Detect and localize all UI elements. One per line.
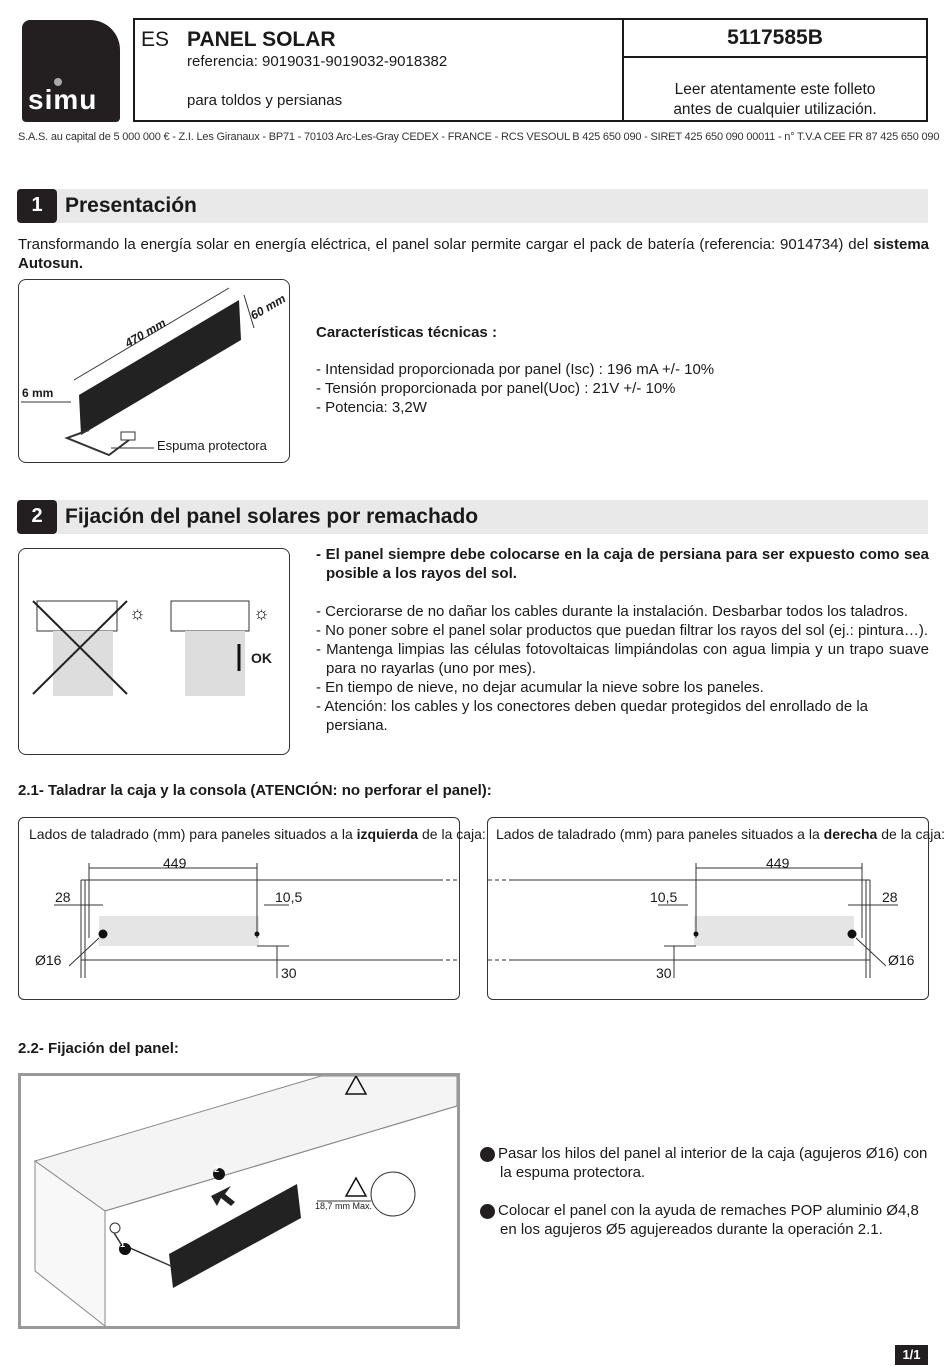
step-number-icon: 1 (480, 1147, 495, 1162)
guideline: - Mantenga limpias las células fotovoltaicas limpiándolas con agua limpia y un trapo suave para no rayarlas (uno por mes). (316, 641, 929, 677)
section-title: Presentación (65, 194, 197, 217)
svg-text:☼: ☼ (129, 603, 146, 623)
drill-diagram-left: Lados de taladrado (mm) para paneles situados a la izquierda de la caja: 449 28 10,5 Ø16 30 (18, 817, 460, 1000)
section-title: Fijación del panel solares por remachado (65, 505, 479, 528)
solar-panel-illustration (19, 280, 289, 462)
spec-item: - Intensidad proporcionada por panel (Isc) : 196 mA +/- 10% (316, 361, 715, 378)
technical-specs: Características técnicas : - Intensidad proporcionada por panel (Isc) : 196 mA +/- 10% - Tensión proporcionada por panel(Uoc) : 21V +/- 10% - Potencia: 3,2W (316, 324, 715, 416)
intro-text: Transformando la energía solar en energía eléctrica, el panel solar permite cargar el pack de batería (referencia: 9014734) del sistema Autosun. (18, 236, 929, 272)
section-2-header: 2 Fijación del panel solares por remachado (17, 500, 928, 534)
page-number: 1/1 (895, 1345, 928, 1365)
language-code: ES (141, 28, 170, 51)
step-2: 2 Colocar el panel con la ayuda de remaches POP aluminio Ø4,8 en los agujeros Ø5 agujereados durante la operación 2.1. (474, 1202, 919, 1238)
mounting-orientation-figure (18, 548, 290, 755)
doc-code: 5117585B (727, 26, 823, 49)
fixing-steps (474, 1144, 930, 1239)
guideline: - Cerciorarse de no dañar los cables durante la instalación. Desbarbar todos los taladros. (316, 603, 908, 620)
drill-diagram-right: Lados de taladrado (mm) para paneles situados a la derecha de la caja: 449 28 10,5 Ø16 30 (487, 817, 929, 1000)
guideline: - En tiempo de nieve, no dejar acumular la nieve sobre los paneles. (316, 679, 764, 696)
header-box (133, 18, 928, 122)
panel-dimensions-figure: 470 mm 60 mm 6 mm Espuma protectora (18, 279, 290, 463)
installation-guidelines: - El panel siempre debe colocarse en la caja de persiana para ser expuesto como sea posible a los rayos del sol. - Cerciorarse de no dañar los cables durante la instalación. Desbarbar todos los taladros. - No poner sobre el panel solar productos que puedan filtrar los rayos del sol (ej.: pintura…). - Mantenga limpias las células fotovoltaicas limpiándolas con agua limpia y un trapo suave para no rayarlas (uno por mes). - En tiempo de nieve, no dejar acumular la nieve sobre los paneles. - Atención: los cables y los conectores deben quedar protegidos del enrollado de la persiana. (316, 546, 929, 734)
spec-item: - Potencia: 3,2W (316, 399, 427, 416)
guideline: - Atención: los cables y los conectores deben quedar protegidos del enrollado de la persiana. (316, 698, 869, 734)
legal-notice: S.A.S. au capital de 5 000 000 € - Z.I. Les Giranaux - BP71 - 70103 Arc-Les-Gray CEDEX - FRANCE - RCS VESOUL B 425 650 090 - SIRET 425 650 090 00011 - n° T.V.A CEE FR 87 425 650 090 (18, 131, 940, 143)
subsection-2-2-title: 2.2- Fijación del panel: (18, 1040, 179, 1057)
step-number-icon: 2 (480, 1204, 495, 1219)
guideline: - No poner sobre el panel solar productos que puedan filtrar los rayos del sol (ej.: pintura…). (316, 622, 928, 639)
reference: referencia: 9019031-9019032-9018382 (187, 53, 448, 70)
spec-item: - Tensión proporcionada por panel(Uoc) : 21V +/- 10% (316, 380, 676, 397)
notice-line1: Leer atentamente este folleto (674, 81, 876, 98)
ok-label: OK (251, 650, 272, 666)
panel-fixing-figure: 1 2 18,7 mm Max. (18, 1073, 460, 1329)
notice-line2: antes de cualquier utilización. (673, 101, 877, 118)
svg-text:☼: ☼ (253, 603, 270, 623)
simu-logo: simu (22, 20, 120, 122)
doc-title: PANEL SOLAR (187, 28, 336, 51)
section-1-header: 1 Presentación (17, 189, 928, 223)
max-length-label: 18,7 mm Max. (315, 1201, 373, 1211)
subsection-2-1-title: 2.1- Taladrar la caja y la consola (ATENCIÓN: no perforar el panel): (18, 782, 492, 799)
usage: para toldos y persianas (187, 92, 343, 109)
step-1: 1 Pasar los hilos del panel al interior de la caja (agujeros Ø16) con la espuma protectora. (474, 1145, 928, 1181)
